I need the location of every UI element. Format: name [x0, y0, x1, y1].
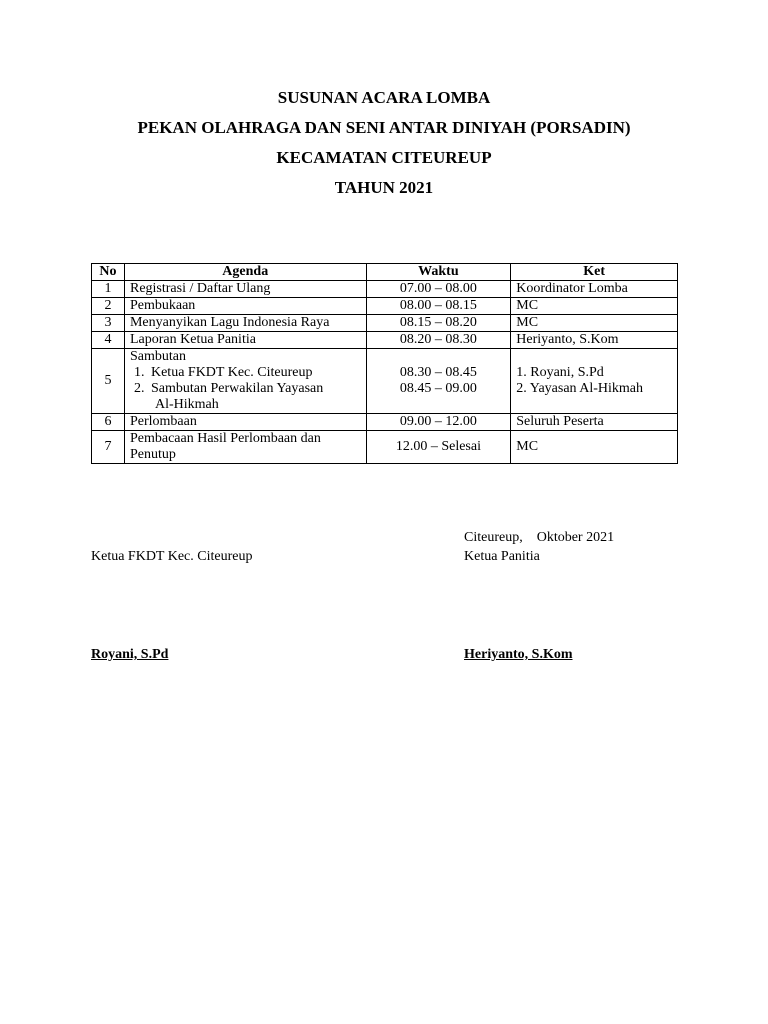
right-signatory-role: Ketua Panitia — [464, 549, 540, 564]
row-no: 7 — [92, 431, 125, 464]
row-agenda: Registrasi / Daftar Ulang — [124, 281, 366, 298]
agenda-title: Sambutan — [129, 349, 186, 364]
agenda-subitem — [130, 365, 361, 381]
row-agenda: Perlombaan — [124, 414, 366, 431]
subitem-text: Sambutan Perwakilan Yayasan — [150, 381, 324, 396]
left-signatory-name: Royani, S.Pd — [91, 647, 169, 662]
row-agenda: Pembukaan — [124, 298, 366, 315]
row-waktu: 08.20 – 08.30 — [366, 332, 511, 349]
row-ket: Koordinator Lomba — [511, 281, 678, 298]
row-no: 5 — [92, 349, 125, 414]
left-signatory-role: Ketua FKDT Kec. Citeureup — [91, 549, 253, 564]
table-row — [92, 315, 678, 332]
header-waktu: Waktu — [366, 264, 511, 281]
row-ket: Heriyanto, S.Kom — [511, 332, 678, 349]
row-waktu: 12.00 – Selesai — [366, 431, 511, 464]
event-year: TAHUN 2021 — [334, 178, 434, 197]
table-row — [92, 332, 678, 349]
right-signatory-name: Heriyanto, S.Kom — [464, 647, 573, 662]
header-no: No — [92, 264, 125, 281]
row-waktu: 08.15 – 08.20 — [366, 315, 511, 332]
row-waktu — [366, 349, 511, 414]
row-no: 3 — [92, 315, 125, 332]
table-row — [92, 349, 678, 414]
row-no: 4 — [92, 332, 125, 349]
subitem-continuation: Al-Hikmah — [154, 397, 219, 412]
header-agenda: Agenda — [124, 264, 366, 281]
row-ket: MC — [511, 431, 678, 464]
subitem-number: 1. — [133, 365, 145, 380]
row-ket — [511, 349, 678, 414]
agenda-table — [91, 263, 678, 464]
subitem-number: 2. — [133, 381, 145, 396]
table-row — [92, 281, 678, 298]
row-no: 6 — [92, 414, 125, 431]
ket-line: 1. Royani, S.Pd — [516, 365, 604, 380]
row-waktu: 08.00 – 08.15 — [366, 298, 511, 315]
row-waktu: 07.00 – 08.00 — [366, 281, 511, 298]
subitem-text: Ketua FKDT Kec. Citeureup — [150, 365, 313, 380]
event-name: PEKAN OLAHRAGA DAN SENI ANTAR DINIYAH (PORSADIN) — [137, 118, 631, 137]
header-ket: Ket — [511, 264, 678, 281]
waktu-line: 08.30 – 08.45 — [399, 365, 477, 380]
row-agenda: Menyanyikan Lagu Indonesia Raya — [124, 315, 366, 332]
row-waktu: 09.00 – 12.00 — [366, 414, 511, 431]
table-header-row — [92, 264, 678, 281]
district-name: KECAMATAN CITEUREUP — [276, 148, 492, 167]
row-no: 1 — [92, 281, 125, 298]
row-agenda: Laporan Ketua Panitia — [124, 332, 366, 349]
document-title: SUSUNAN ACARA LOMBA — [277, 88, 491, 107]
waktu-line: 08.45 – 09.00 — [399, 381, 477, 396]
table-row — [92, 414, 678, 431]
row-ket: MC — [511, 298, 678, 315]
agenda-line: Pembacaan Hasil Perlombaan dan — [129, 431, 321, 446]
row-ket: Seluruh Peserta — [511, 414, 678, 431]
row-ket: MC — [511, 315, 678, 332]
agenda-subitem — [130, 381, 361, 397]
table-row — [92, 431, 678, 464]
row-agenda — [124, 349, 366, 414]
table-row — [92, 298, 678, 315]
row-agenda — [124, 431, 366, 464]
ket-line: 2. Yayasan Al-Hikmah — [516, 381, 644, 396]
agenda-line: Penutup — [129, 447, 176, 462]
row-no: 2 — [92, 298, 125, 315]
place-date: Citeureup, Oktober 2021 — [464, 530, 615, 545]
